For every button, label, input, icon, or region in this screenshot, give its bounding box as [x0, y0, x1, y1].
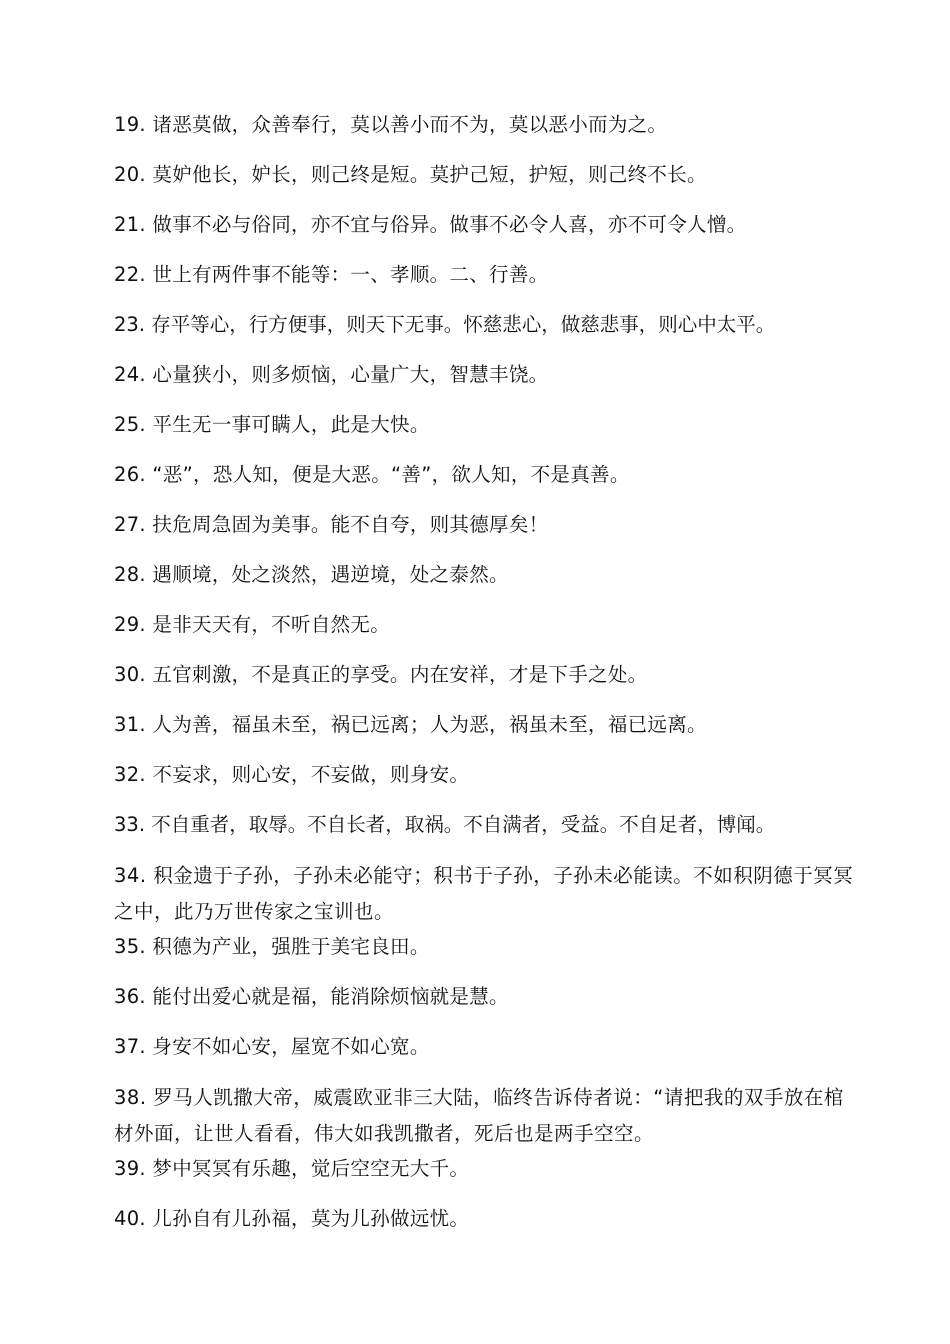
- item-number: 25.: [114, 413, 146, 436]
- item-number: 32.: [114, 763, 146, 786]
- item-number: 36.: [114, 985, 146, 1008]
- list-item: [114, 658, 854, 708]
- list-item: [114, 1152, 854, 1202]
- item-number: 29.: [114, 613, 146, 636]
- list-item: [114, 308, 854, 358]
- item-text: 存平等心，行方便事，则天下无事。怀慈悲心，做慈悲事，则心中太平。: [151, 313, 776, 336]
- list-item: [114, 258, 854, 308]
- item-number: 19.: [114, 113, 146, 136]
- list-item: [114, 508, 854, 558]
- list-item: [114, 558, 854, 608]
- list-item: [114, 458, 854, 508]
- list-item: [114, 1030, 854, 1080]
- list-item: [114, 408, 854, 458]
- quote-list: [114, 108, 854, 1252]
- item-number: 33.: [114, 813, 146, 836]
- item-number: 31.: [114, 713, 146, 736]
- list-item: [114, 108, 854, 158]
- list-item: [114, 758, 854, 808]
- item-number: 26.: [114, 463, 146, 486]
- item-number: 27.: [114, 513, 146, 536]
- item-text: 五官刺激，不是真正的享受。内在安祥，才是下手之处。: [152, 663, 648, 686]
- list-item: [114, 858, 854, 930]
- item-text: 是非天天有，不听自然无。: [152, 613, 391, 636]
- item-text: 罗马人凯撒大帝，威震欧亚非三大陆，临终告诉侍者说：“请把我的双手放在棺材外面，让世人看看，伟大如我凯撒者，死后也是两手空空。: [114, 1086, 844, 1145]
- item-number: 34.: [114, 864, 147, 887]
- item-text: 扶危周急固为美事。能不自夸，则其德厚矣！: [152, 513, 549, 536]
- item-number: 22.: [114, 263, 146, 286]
- item-number: 24.: [114, 363, 146, 386]
- item-number: 21.: [114, 213, 146, 236]
- list-item: [114, 608, 854, 658]
- item-text: 诸恶莫做，众善奉行，莫以善小而不为，莫以恶小而为之。: [152, 113, 668, 136]
- list-item: [114, 930, 854, 980]
- item-text: 不自重者，取辱。不自长者，取祸。不自满者，受益。不自足者，博闻。: [151, 813, 776, 836]
- item-number: 37.: [114, 1035, 146, 1058]
- item-text: 遇顺境，处之淡然，遇逆境，处之泰然。: [152, 563, 509, 586]
- item-text: 能付出爱心就是福，能消除烦恼就是慧。: [152, 985, 509, 1008]
- list-item: [114, 980, 854, 1030]
- item-text: 世上有两件事不能等：一、孝顺。二、行善。: [152, 263, 549, 286]
- item-number: 23.: [114, 313, 146, 336]
- list-item: [114, 1080, 854, 1152]
- item-text: 儿孙自有儿孙福，莫为儿孙做远忧。: [152, 1207, 470, 1230]
- item-text: 梦中冥冥有乐趣，觉后空空无大千。: [152, 1157, 470, 1180]
- list-item: [114, 358, 854, 408]
- item-number: 30.: [114, 663, 146, 686]
- item-number: 28.: [114, 563, 146, 586]
- list-item: [114, 808, 854, 858]
- item-number: 38.: [114, 1086, 147, 1109]
- list-item: [114, 208, 854, 258]
- item-text: 身安不如心安，屋宽不如心宽。: [152, 1035, 430, 1058]
- item-text: “恶”，恐人知，便是大恶。“善”，欲人知，不是真善。: [152, 463, 630, 486]
- item-number: 35.: [114, 935, 146, 958]
- item-number: 40.: [114, 1207, 146, 1230]
- item-number: 39.: [114, 1157, 146, 1180]
- item-text: 平生无一事可瞒人，此是大快。: [152, 413, 430, 436]
- item-text: 人为善，福虽未至，祸已远离；人为恶，祸虽未至，福已远离。: [152, 713, 707, 736]
- list-item: [114, 708, 854, 758]
- list-item: [114, 1202, 854, 1252]
- item-text: 不妄求，则心安，不妄做，则身安。: [152, 763, 470, 786]
- item-text: 心量狭小，则多烦恼，心量广大，智慧丰饶。: [152, 363, 549, 386]
- item-text: 积德为产业，强胜于美宅良田。: [152, 935, 430, 958]
- list-item: [114, 158, 854, 208]
- item-text: 做事不必与俗同，亦不宜与俗异。做事不必令人喜，亦不可令人憎。: [152, 213, 747, 236]
- item-number: 20.: [114, 163, 146, 186]
- item-text: 莫妒他长，妒长，则己终是短。莫护己短，护短，则己终不长。: [152, 163, 707, 186]
- item-text: 积金遗于子孙，子孙未必能守；积书于子孙，子孙未必能读。不如积阴德于冥冥之中，此乃万世传家之宝训也。: [114, 864, 854, 923]
